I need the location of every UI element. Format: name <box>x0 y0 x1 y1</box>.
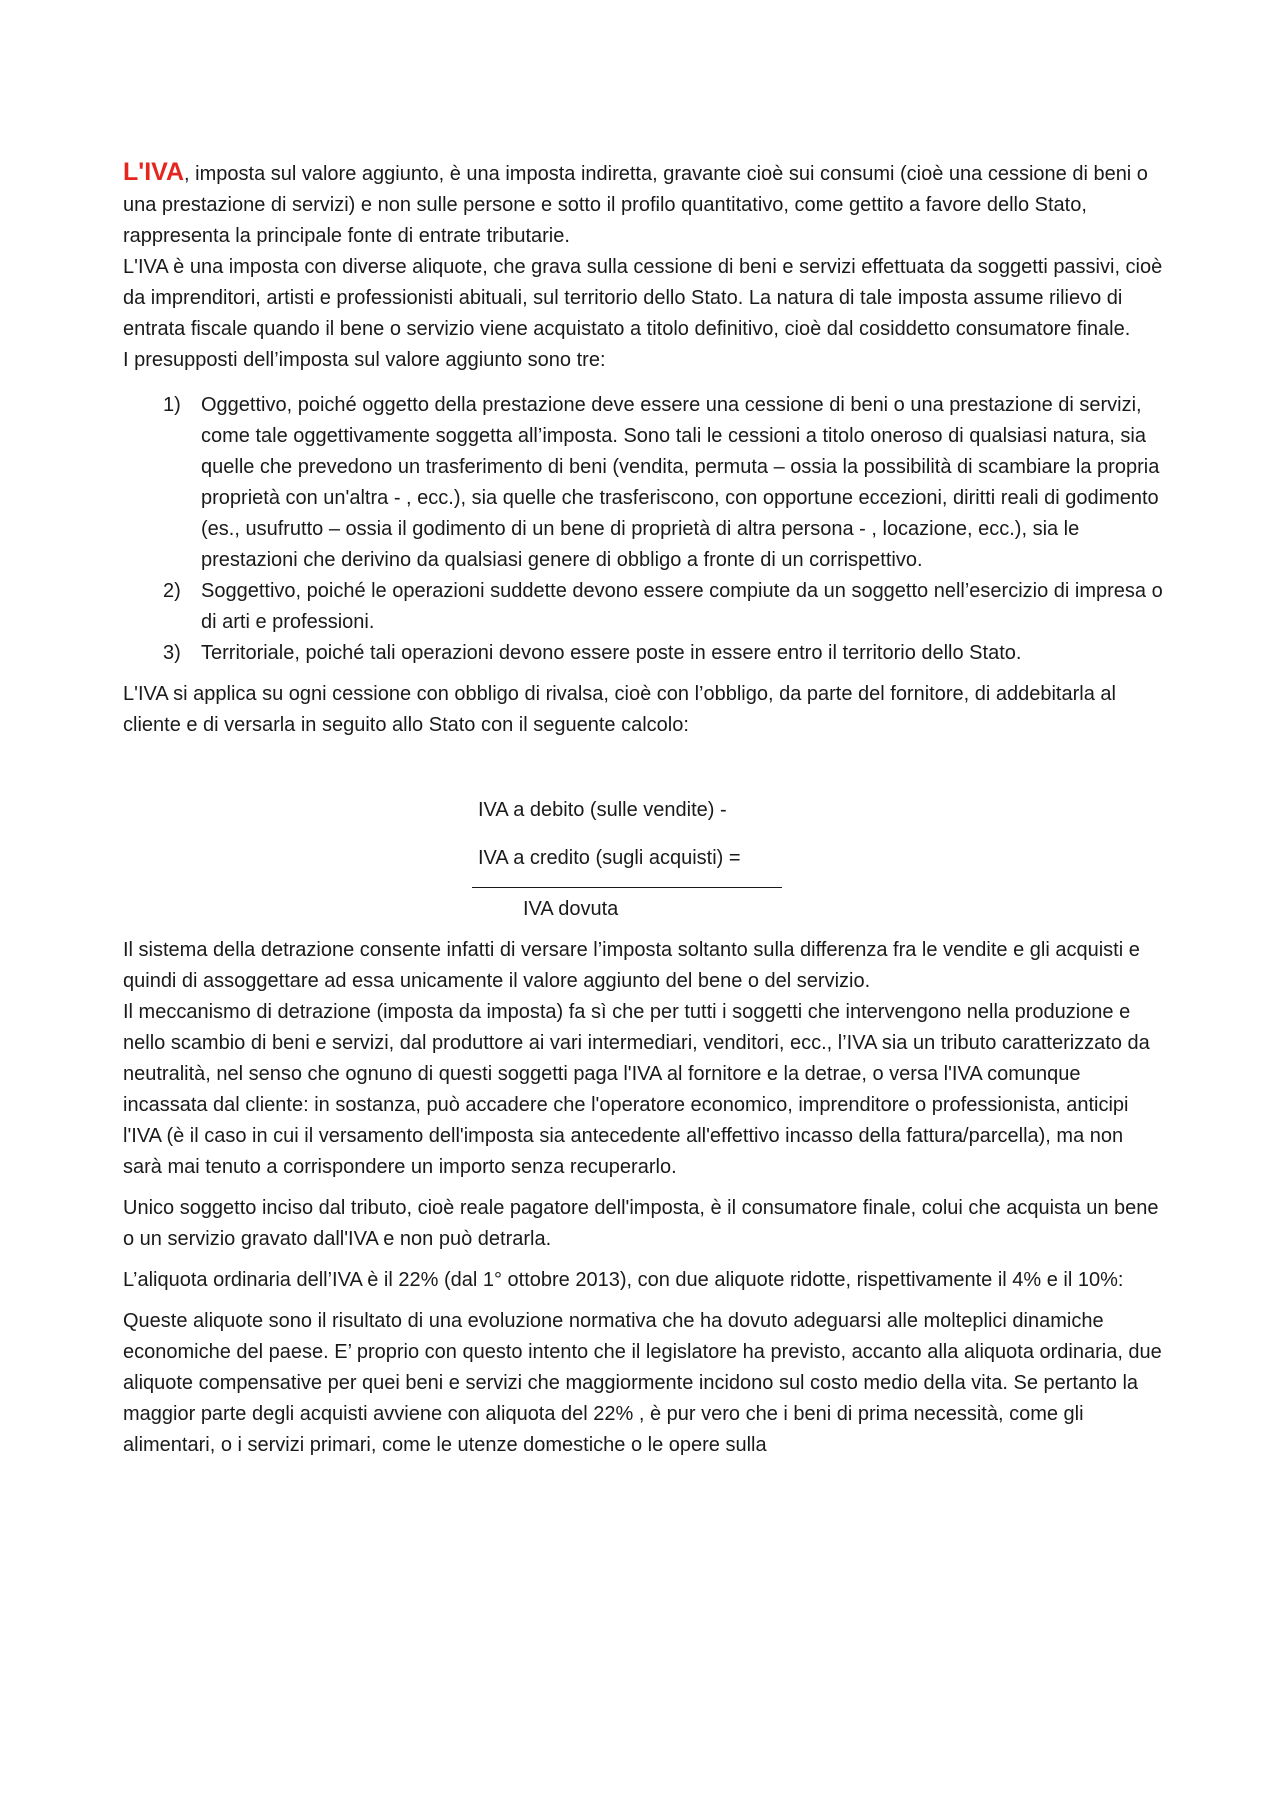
formula-divider <box>472 877 782 888</box>
paragraph-detrazione: Il sistema della detrazione consente infatti di versare l’imposta soltanto sulla differenza fra le vendite e gli acquisti e quindi di assoggettare ad essa unicamente il valore aggiunto del bene o del servizio. <box>123 939 1140 992</box>
paragraph-evoluzione: Queste aliquote sono il risultato di una evoluzione normativa che ha dovuto adeguarsi alle molteplici dinamiche economiche del paese. E’ proprio con questo intento che il legislatore ha previsto, accanto alla aliquota ordinaria, due aliquote compensative per quei beni e servizi che maggiormente incidono sul costo medio della vita. Se pertanto la maggior parte degli acquisti avviene con aliquota del 22% , è pur vero che i beni di prima necessità, come gli alimentari, o i servizi primari, come le utenze domestiche o le opere sulla <box>123 1310 1162 1456</box>
iva-formula <box>478 795 798 925</box>
paragraph-rivalsa: L'IVA si applica su ogni cessione con obbligo di rivalsa, cioè con l’obbligo, da parte del fornitore, di addebitarla al cliente e di versarla in seguito allo Stato con il seguente calcolo: <box>123 683 1116 736</box>
list-item <box>123 638 1163 669</box>
list-item-text: Territoriale, poiché tali operazioni devono essere poste in essere entro il territorio dello Stato. <box>201 642 1022 664</box>
document-page <box>123 157 1163 1461</box>
presupposti-list <box>123 390 1163 669</box>
paragraph-aliquota-ordinaria: L’aliquota ordinaria dell’IVA è il 22% (dal 1° ottobre 2013), con due aliquote ridotte, rispettivamente il 4% e il 10%: <box>123 1269 1124 1291</box>
formula-result: IVA dovuta <box>523 898 619 920</box>
list-item <box>123 576 1163 638</box>
intro-text: , imposta sul valore aggiunto, è una imposta indiretta, gravante cioè sui consumi (cioè una cessione di beni o una prestazione di servizi) e non sulle persone e sotto il profilo quantitativo, come gettito a favore dello Stato, rappresenta la principale fonte di entrate tributarie. <box>123 163 1148 247</box>
list-item-number: 3) <box>163 642 181 664</box>
list-item-number: 1) <box>163 394 181 416</box>
title-word: L'IVA <box>123 158 185 186</box>
paragraph-consumatore: Unico soggetto inciso dal tributo, cioè reale pagatore dell'imposta, è il consumatore finale, colui che acquista un bene o un servizio gravato dall'IVA e non può detrarla. <box>123 1197 1159 1250</box>
intro-paragraph <box>123 157 1163 252</box>
formula-credito: IVA a credito (sugli acquisti) = <box>478 847 741 869</box>
list-item <box>123 390 1163 576</box>
paragraph-meccanismo: Il meccanismo di detrazione (imposta da imposta) fa sì che per tutti i soggetti che intervengono nella produzione e nello scambio di beni e servizi, dal produttore ai vari intermediari, venditori, ecc., l’IVA sia un tributo caratterizzato da neutralità, nel senso che ognuno di questi soggetti paga l'IVA al fornitore e la detrae, o versa l'IVA comunque incassata dal cliente: in sostanza, può accadere che l'operatore economico, imprenditore o professionista, anticipi l'IVA (è il caso in cui il versamento dell'imposta sia antecedente all'effettivo incasso della fattura/parcella), ma non sarà mai tenuto a corrispondere un importo senza recuperarlo. <box>123 1001 1150 1178</box>
list-item-text: Soggettivo, poiché le operazioni suddette devono essere compiute da un soggetto nell’esercizio di impresa o di arti e professioni. <box>201 580 1163 633</box>
list-item-text: Oggettivo, poiché oggetto della prestazione deve essere una cessione di beni o una prestazione di servizi, come tale oggettivamente soggetta all’imposta. Sono tali le cessioni a titolo oneroso di qualsiasi natura, sia quelle che prevedono un trasferimento di beni (vendita, permuta – ossia la possibilità di scambiare la propria proprietà con un'altra - , ecc.), sia quelle che trasferiscono, con opportune eccezioni, diritti reali di godimento (es., usufrutto – ossia il godimento di un bene di proprietà di altra persona - , locazione, ecc.), sia le prestazioni che derivino da qualsiasi genere di obbligo a fronte di un corrispettivo. <box>201 394 1160 571</box>
paragraph-presupposti-intro: I presupposti dell’imposta sul valore aggiunto sono tre: <box>123 349 606 371</box>
paragraph-aliquote: L'IVA è una imposta con diverse aliquote, che grava sulla cessione di beni e servizi effettuata da soggetti passivi, cioè da imprenditori, artisti e professionisti abituali, sul territorio dello Stato. La natura di tale imposta assume rilievo di entrata fiscale quando il bene o servizio viene acquistato a titolo definitivo, cioè dal cosiddetto consumatore finale. <box>123 256 1163 340</box>
list-item-number: 2) <box>163 580 181 602</box>
formula-debito: IVA a debito (sulle vendite) - <box>478 799 727 821</box>
